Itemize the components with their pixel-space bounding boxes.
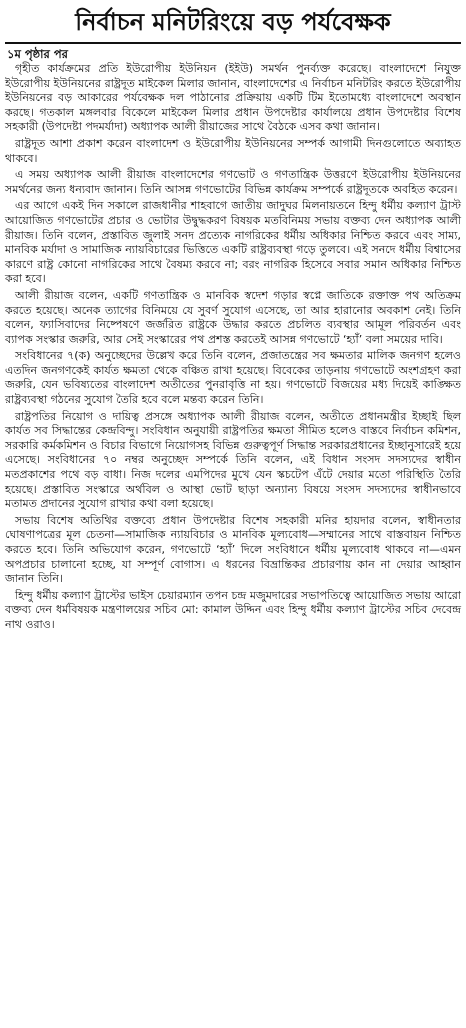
paragraph: সভায় বিশেষ অতিথির বক্তব্যে প্রধান উপদেষ্টার বিশেষ সহকারী মনির হায়দার বলেন, স্বাধীনতার ঘোষণাপত্রের মূল চেতনা—সামাজিক ন্যায়বিচার ও মানবিক মূল্যবোধ—সম্মানের সাথে বাস্তবায়ন নিশ্চিত করতে হবে। তিনি অভিযোগ করেন, গণভোটে ‘হ্যাঁ’ দিলে সংবিধানে ধর্মীয় মূল্যবোধ থাকবে না—এমন অপপ্রচার চালানো হচ্ছে, যা সম্পূর্ণ বোগাস। এ ধরনের বিভ্রান্তিকর প্রচারণায় কান না দেয়ার আহ্বান জানান তিনি। [5,513,461,586]
article-body [5,62,461,633]
paragraph: গৃহীত কার্যক্রমের প্রতি ইউরোপীয় ইউনিয়ন (ইইউ) সমর্থন পুনর্ব্যক্ত করেছে। বাংলাদেশে নিযুক্ত ইউরোপীয় ইউনিয়নের রাষ্ট্রদূত মাইকেল মিলার জানান, বাংলাদেশের এ নির্বাচন মনিটরিং করতে ইউরোপীয় ইউনিয়নের বড় আকারের পর্যবেক্ষক দল পাঠানোর প্রক্রিয়ায় একটি টিম ইতোমধ্যে বাংলাদেশে অবস্থান করছে। গতকাল মঙ্গলবার বিকেলে মাইকেল মিলার প্রধান উপদেষ্টার কার্যালয়ে প্রধান উপদেষ্টার বিশেষ সহকারী (উপদেষ্টা পদমর্যাদা) অধ্যাপক আলী রীয়াজের সাথে বৈঠকে এসব কথা জানান। [5,62,461,134]
paragraph: হিন্দু ধর্মীয় কল্যাণ ট্রাস্টের ভাইস চেয়ারম্যান তপন চন্দ্র মজুমদারের সভাপতিত্বে আয়োজিত সভায় আরো বক্তব্য দেন ধর্মবিষয়ক মন্ত্রণালয়ের সচিব মো: কামাল উদ্দিন এবং হিন্দু ধর্মীয় কল্যাণ ট্রাস্টের সচিব দেবেন্দ্র নাথ ওরাও। [5,588,461,631]
headline: নির্বাচন মনিটরিংয়ে বড় পর্যবেক্ষক [5,4,461,44]
paragraph: এর আগে একই দিন সকালে রাজধানীর শাহবাগে জাতীয় জাদুঘর মিলনায়তনে হিন্দু ধর্মীয় কল্যাণ ট্রাস্ট আয়োজিত গণভোটের প্রচার ও ভোটার উদ্বুদ্ধকরণ বিষয়ক মতবিনিময় সভায় বক্তব্য দেন অধ্যাপক আলী রীয়াজ। তিনি বলেন, প্রস্তাবিত জুলাই সনদ প্রত্যেক নাগরিকের ধর্মীয় অধিকার নিশ্চিত করবে এবং সাম্য, মানবিক মর্যাদা ও সামাজিক ন্যায়বিচারের ভিত্তিতে একটি রাষ্ট্রব্যবস্থা গড়ে তুলবে। এই সনদে ধর্মীয় বিশ্বাসের কারণে রাষ্ট্র কোনো নাগরিকের সাথে বৈষম্য করবে না; বরং নাগরিক হিসেবে সবার সমান অধিকার নিশ্চিত করা হবে। [5,199,461,286]
continuation-note: ১ম পৃষ্ঠার পর [7,47,68,61]
paragraph: রাষ্ট্রদূত আশা প্রকাশ করেন বাংলাদেশ ও ইউরোপীয় ইউনিয়নের সম্পর্ক আগামী দিনগুলোতে অব্যাহত থাকবে। [5,136,461,165]
paragraph: সংবিধানের ৭(ক) অনুচ্ছেদের উল্লেখ করে তিনি বলেন, প্রজাতন্ত্রের সব ক্ষমতার মালিক জনগণ হলেও এতদিন জনগণকেই কার্যত ক্ষমতা থেকে বঞ্চিত রাখা হয়েছে। বিবেকের তাড়নায় গণভোটে অংশগ্রহণ করা জরুরি, যেন ভবিষ্যতের বাংলাদেশ অতীতের পুনরাবৃত্তি না হয়। গণভোটে বিজয়ের মধ্য দিয়েই কাঙ্ক্ষিত রাষ্ট্রব্যবস্থা গঠনের সুযোগ তৈরি হবে বলে মন্তব্য করেন তিনি। [5,349,461,407]
paragraph: রাষ্ট্রপতির নিয়োগ ও দায়িত্ব প্রসঙ্গে অধ্যাপক আলী রীয়াজ বলেন, অতীতে প্রধানমন্ত্রীর ইচ্ছাই ছিল কার্যত সব সিদ্ধান্তের কেন্দ্রবিন্দু। সংবিধান অনুযায়ী রাষ্ট্রপতির ক্ষমতা সীমিত হলেও বাস্তবে নির্বাচন কমিশন, সরকারি কর্মকমিশন ও বিচার বিভাগে নিয়োগসহ বিভিন্ন গুরুত্বপূর্ণ সিদ্ধান্ত সরকারপ্রধানের ইচ্ছানুসারেই হয়ে এসেছে। সংবিধানের ৭০ নম্বর অনুচ্ছেদ সম্পর্কে তিনি বলেন, এই বিধান সংসদ সদস্যদের স্বাধীন মতপ্রকাশের পথে বড় বাধা। নিজ দলের এমপিদের মুখে যেন স্কচটেপ এঁটে দেয়ার মতো পরিস্থিতি তৈরি হয়েছে। প্রস্তাবিত সংস্কারে অর্থবিল ও আস্থা ভোট ছাড়া অন্যান্য বিষয়ে সংসদ সদস্যদের স্বাধীনভাবে মতামত প্রদানের সুযোগ রাখার কথা বলা হয়েছে। [5,409,462,511]
paragraph: এ সময় অধ্যাপক আলী রীয়াজ বাংলাদেশের গণভোট ও গণতান্ত্রিক উত্তরণে ইউরোপীয় ইউনিয়নের সমর্থনের জন্য ধন্যবাদ জানান। তিনি আসন্ন গণভোটের বিভিন্ন কার্যক্রম সম্পর্কে রাষ্ট্রদূতকে অবহিত করেন। [5,168,461,196]
paragraph: আলী রীয়াজ বলেন, একটি গণতান্ত্রিক ও মানবিক স্বদেশ গড়ার স্বপ্নে জাতিকে রক্তাক্ত পথ অতিক্রম করতে হয়েছে। অনেক ত্যাগের বিনিময়ে যে সুবর্ণ সুযোগ এসেছে, তা আর হারানোর অবকাশ নেই। তিনি বলেন, ফ্যাসিবাদের নিষ্পেষণে জর্জরিত রাষ্ট্রকে উদ্ধার করতে প্রচলিত ব্যবস্থার আমূল পরিবর্তন এবং ব্যাপক সংস্কার জরুরি, আর সেই সংস্কারের পথ প্রশস্ত করতেই আসন্ন গণভোটে ‘হ্যাঁ’ বলা সময়ের দাবি। [5,288,461,346]
